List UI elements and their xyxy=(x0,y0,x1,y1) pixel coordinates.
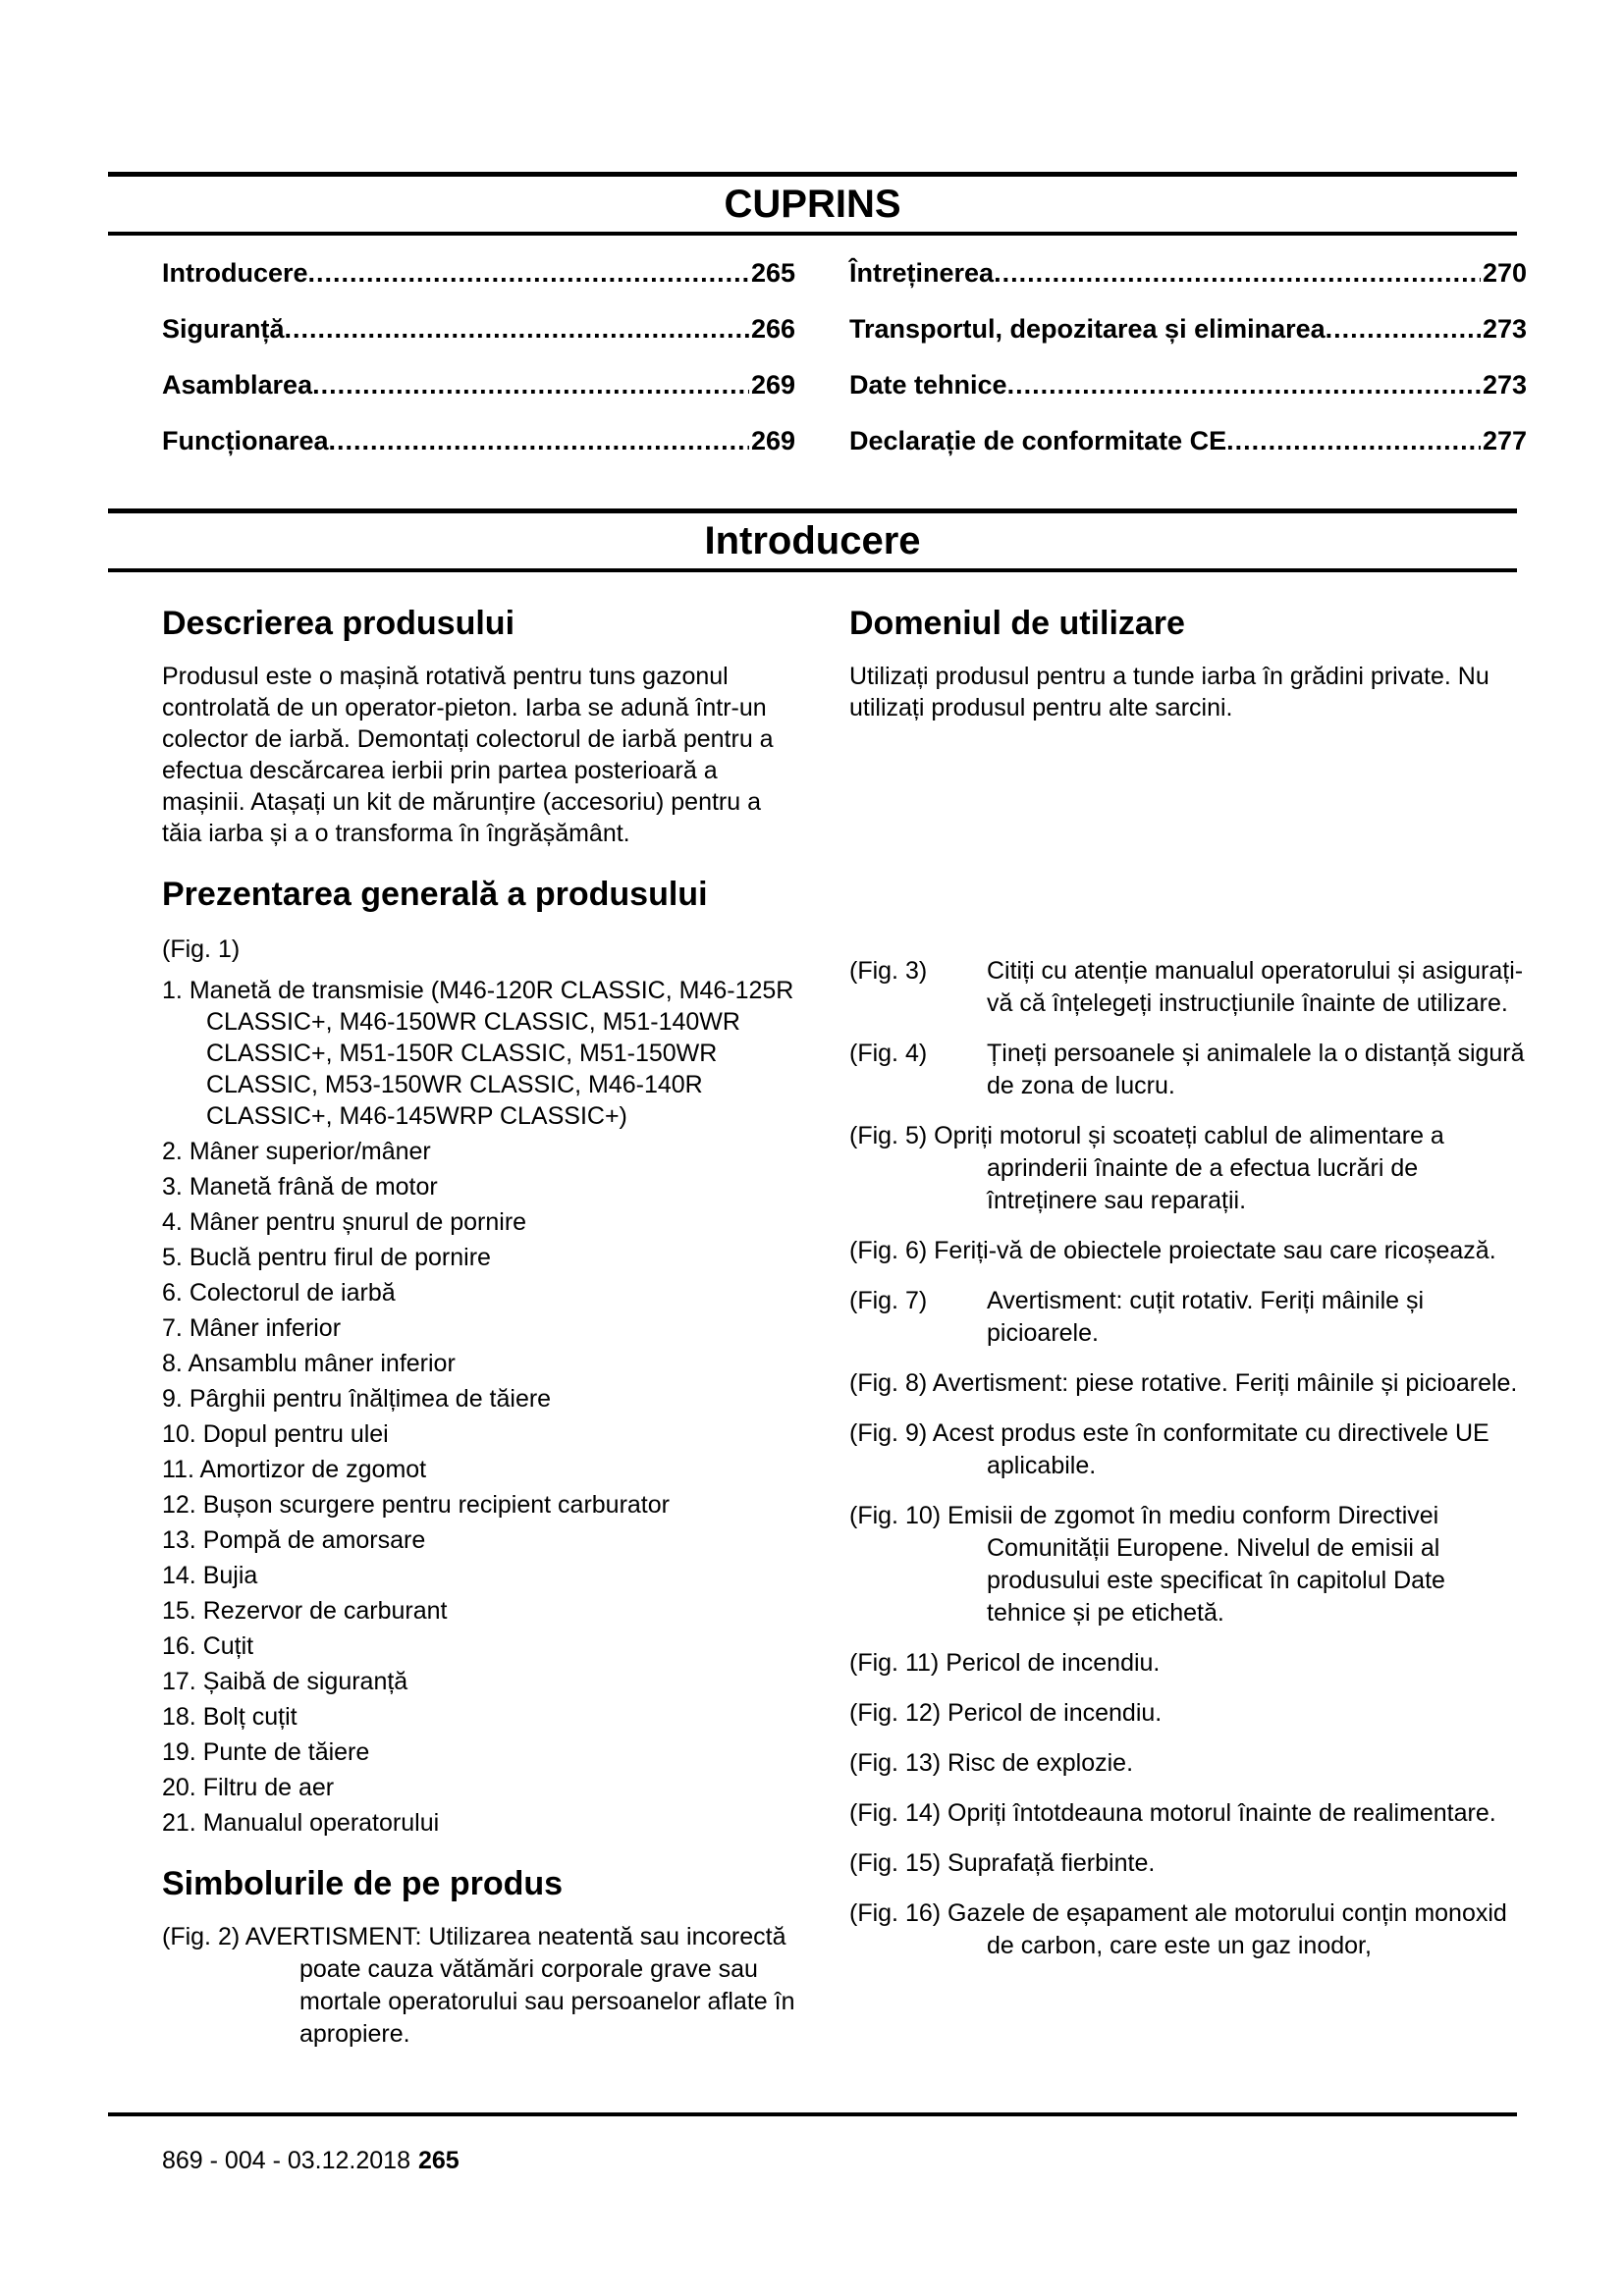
toc-entry-label: Transportul, depozitarea și eliminarea xyxy=(849,314,1326,344)
toc-entry-page: 273 xyxy=(1482,314,1527,344)
fig-description: Avertisment: cuțit rotativ. Feriți mâinile și picioarele. xyxy=(987,1287,1425,1347)
fig-reference-label: (Fig. 8) xyxy=(849,1369,928,1397)
overview-item-number: 21. xyxy=(162,1809,196,1837)
symbol-fig-item xyxy=(849,1897,1527,1962)
overview-item xyxy=(162,1489,795,1521)
overview-item xyxy=(162,1454,795,1485)
toc-entry xyxy=(162,313,795,346)
fig-reference-label: (Fig. 7) xyxy=(849,1287,928,1314)
overview-item-text: Mâner pentru șnurul de pornire xyxy=(189,1208,527,1236)
overview-item-text: Bolț cuțit xyxy=(202,1703,298,1731)
toc-leader-dots xyxy=(308,257,749,290)
fig-reference-label: (Fig. 6) xyxy=(849,1237,928,1264)
fig-description: Opriți întotdeauna motorul înainte de realimentare. xyxy=(947,1799,1496,1827)
toc-banner xyxy=(108,172,1517,236)
overview-item-number: 4. xyxy=(162,1208,183,1236)
overview-item xyxy=(162,1206,795,1238)
section-banner xyxy=(108,508,1517,572)
overview-item xyxy=(162,975,795,1132)
product-overview-list xyxy=(162,975,795,1839)
footer-rule xyxy=(108,2112,1517,2116)
overview-item-number: 17. xyxy=(162,1668,196,1695)
fig-description: Gazele de eșapament ale motorului conțin monoxid de carbon, care este un gaz inodor, xyxy=(947,1899,1507,1959)
overview-item-number: 10. xyxy=(162,1420,196,1448)
overview-item-text: Manetă frână de motor xyxy=(189,1173,438,1201)
toc-entry xyxy=(849,425,1527,457)
toc-entry-label: Funcționarea xyxy=(162,426,329,455)
symbol-fig-item xyxy=(849,955,1527,1020)
toc-entry xyxy=(162,257,795,290)
overview-item xyxy=(162,1136,795,1167)
overview-item-number: 14. xyxy=(162,1562,196,1589)
left-column xyxy=(162,604,795,2051)
fig-description: Risc de explozie. xyxy=(947,1749,1134,1777)
fig-reference-label: (Fig. 3) xyxy=(849,957,928,985)
fig-description: Avertisment: piese rotative. Feriți mâinile și picioarele. xyxy=(932,1369,1518,1397)
body-columns xyxy=(162,604,1527,2051)
overview-fig-reference: (Fig. 1) xyxy=(162,935,241,963)
fig-reference-label: (Fig. 9) xyxy=(849,1419,928,1447)
page-footer xyxy=(162,2146,460,2175)
overview-item-number: 11. xyxy=(162,1456,194,1483)
usage-heading: Domeniul de utilizare xyxy=(849,605,1185,642)
overview-item-number: 7. xyxy=(162,1314,183,1342)
usage-text: Utilizați produsul pentru a tunde iarba în grădini private. Nu utilizați produsul pentru alte sarcini. xyxy=(849,663,1489,721)
symbol-fig-item xyxy=(849,1797,1527,1830)
overview-item xyxy=(162,1807,795,1839)
toc-entry-label: Asamblarea xyxy=(162,370,313,400)
overview-item-text: Manetă de transmisie (M46-120R CLASSIC, M46-125R CLASSIC+, M46-150WR CLASSIC, M51-140WR CLASSIC+, M51-150R CLASSIC, M51-150WR CLASSIC, M53-150WR CLASSIC, M46-140R CLASSIC+, M46-145WRP CLASSIC+) xyxy=(189,977,794,1130)
toc-entry-page: 270 xyxy=(1482,258,1527,288)
fig-description: AVERTISMENT: Utilizarea neatentă sau incorectă poate cauza vătămări corporale grave sau mortale operatorului sau persoanelor aflate în apropiere. xyxy=(244,1923,795,2048)
toc-entry xyxy=(849,257,1527,290)
toc-leader-dots xyxy=(1007,369,1481,401)
overview-item-number: 18. xyxy=(162,1703,196,1731)
overview-item-number: 13. xyxy=(162,1526,196,1554)
fig-reference-label: (Fig. 5) xyxy=(849,1122,928,1149)
overview-item-text: Bușon scurgere pentru recipient carburator xyxy=(202,1491,670,1519)
fig-description: Opriți motorul și scoateți cablul de alimentare a aprinderii înainte de a efectua lucrări de întreținere sau reparații. xyxy=(934,1122,1444,1214)
toc-leader-dots xyxy=(285,313,749,346)
toc-entry-label: Date tehnice xyxy=(849,370,1007,400)
symbol-fig-item xyxy=(162,1921,795,2051)
toc-leader-dots xyxy=(329,425,749,457)
overview-item-text: Amortizor de zgomot xyxy=(199,1456,427,1483)
overview-item-text: Cuțit xyxy=(202,1632,254,1660)
overview-item-text: Mâner superior/mâner xyxy=(189,1138,431,1165)
overview-item xyxy=(162,1595,795,1627)
overview-item-text: Ansamblu mâner inferior xyxy=(188,1350,456,1377)
overview-item-text: Șaibă de siguranță xyxy=(202,1668,408,1695)
fig-description: Citiți cu atenție manualul operatorului și asigurați-vă că înțelegeți instrucțiunile înainte de utilizare. xyxy=(987,957,1524,1017)
overview-item-text: Filtru de aer xyxy=(202,1774,335,1801)
fig-description: Pericol de incendiu. xyxy=(946,1649,1161,1677)
toc-entry-label: Declarație de conformitate CE xyxy=(849,426,1227,455)
overview-item-text: Colectorul de iarbă xyxy=(189,1279,396,1307)
toc-entry xyxy=(849,313,1527,346)
fig-description: Feriți-vă de obiectele proiectate sau care ricoșează. xyxy=(934,1237,1496,1264)
toc-leader-dots xyxy=(1226,425,1481,457)
symbols-warning-item xyxy=(162,1921,795,2051)
overview-item-text: Bujia xyxy=(202,1562,258,1589)
toc-entry-page: 266 xyxy=(750,314,795,344)
symbol-fig-item xyxy=(849,1367,1527,1400)
overview-item xyxy=(162,1772,795,1803)
toc-entry-label: Întreținerea xyxy=(849,258,995,288)
symbol-fig-item xyxy=(849,1120,1527,1217)
overview-item-number: 2. xyxy=(162,1138,183,1165)
fig-description: Acest produs este în conformitate cu directivele UE aplicabile. xyxy=(932,1419,1489,1479)
overview-item xyxy=(162,1630,795,1662)
overview-item xyxy=(162,1560,795,1591)
fig-description: Suprafață fierbinte. xyxy=(947,1849,1156,1877)
fig-reference-label: (Fig. 14) xyxy=(849,1799,942,1827)
fig-reference-label: (Fig. 2) xyxy=(162,1923,241,1950)
overview-item-text: Dopul pentru ulei xyxy=(202,1420,389,1448)
overview-item xyxy=(162,1701,795,1733)
overview-item-text: Rezervor de carburant xyxy=(202,1597,448,1625)
toc-entry-page: 269 xyxy=(750,370,795,400)
overview-item-number: 15. xyxy=(162,1597,196,1625)
toc-entry-page: 277 xyxy=(1482,426,1527,455)
overview-item xyxy=(162,1242,795,1273)
fig-reference-label: (Fig. 15) xyxy=(849,1849,942,1877)
overview-item xyxy=(162,1348,795,1379)
overview-item xyxy=(162,1418,795,1450)
symbol-fig-item xyxy=(849,1847,1527,1880)
overview-item xyxy=(162,1524,795,1556)
toc-leader-dots xyxy=(994,257,1481,290)
overview-item-number: 3. xyxy=(162,1173,183,1201)
toc-entry-page: 269 xyxy=(750,426,795,455)
toc-entry xyxy=(162,369,795,401)
toc-entry-page: 273 xyxy=(1482,370,1527,400)
overview-item-number: 19. xyxy=(162,1738,196,1766)
fig-reference-label: (Fig. 4) xyxy=(849,1040,928,1067)
toc-column-right xyxy=(849,257,1527,481)
symbol-fig-item xyxy=(849,1747,1527,1780)
toc-title: CUPRINS xyxy=(724,183,901,226)
symbol-fig-item xyxy=(849,1285,1527,1350)
right-column xyxy=(849,604,1527,1980)
overview-item xyxy=(162,1383,795,1415)
overview-item xyxy=(162,1666,795,1697)
overview-item-text: Mâner inferior xyxy=(189,1314,342,1342)
fig-reference-label: (Fig. 12) xyxy=(849,1699,942,1727)
fig-description: Pericol de incendiu. xyxy=(947,1699,1163,1727)
overview-item-number: 6. xyxy=(162,1279,183,1307)
overview-item xyxy=(162,1736,795,1768)
overview-item xyxy=(162,1277,795,1308)
document-code: 869 - 004 - 03.12.2018 xyxy=(162,2147,410,2174)
overview-item-text: Punte de tăiere xyxy=(202,1738,370,1766)
symbol-fig-item xyxy=(849,1647,1527,1680)
overview-item xyxy=(162,1171,795,1202)
overview-item xyxy=(162,1312,795,1344)
overview-item-number: 1. xyxy=(162,977,183,1004)
fig-reference-label: (Fig. 16) xyxy=(849,1899,942,1927)
overview-item-number: 5. xyxy=(162,1244,183,1271)
symbol-fig-item xyxy=(849,1697,1527,1730)
toc-column-left xyxy=(162,257,795,481)
section-title: Introducere xyxy=(704,519,921,562)
fig-reference-label: (Fig. 10) xyxy=(849,1502,942,1529)
overview-item-number: 12. xyxy=(162,1491,196,1519)
toc-entry-label: Introducere xyxy=(162,258,308,288)
toc-entry-label: Siguranță xyxy=(162,314,285,344)
symbol-fig-item xyxy=(849,1500,1527,1629)
product-description-text: Produsul este o mașină rotativă pentru tuns gazonul controlată de un operator-pieton. Iarba se adună într-un colector de iarbă. Demontați colectorul de iarbă pentru a efectua descărcarea ierbii prin partea posterioară a mașinii. Atașați un kit de mărunțire (accesoriu) pentru a tăia iarba și a o transforma în îngrășământ. xyxy=(162,663,774,847)
overview-item-text: Manualul operatorului xyxy=(202,1809,440,1837)
overview-item-number: 8. xyxy=(162,1350,183,1377)
symbol-fig-list xyxy=(849,955,1527,1962)
fig-description: Țineți persoanele și animalele la o distanță sigură de zona de lucru. xyxy=(987,1040,1525,1099)
symbol-fig-item xyxy=(849,1038,1527,1102)
overview-item-number: 20. xyxy=(162,1774,196,1801)
table-of-contents xyxy=(162,257,1527,481)
overview-item-text: Buclă pentru firul de pornire xyxy=(189,1244,491,1271)
overview-item-text: Pârghii pentru înălțimea de tăiere xyxy=(189,1385,552,1413)
toc-entry xyxy=(849,369,1527,401)
toc-entry-page: 265 xyxy=(750,258,795,288)
fig-reference-label: (Fig. 13) xyxy=(849,1749,942,1777)
symbol-fig-item xyxy=(849,1417,1527,1482)
overview-item-number: 16. xyxy=(162,1632,196,1660)
fig-reference-label: (Fig. 11) xyxy=(849,1649,940,1677)
overview-item-text: Pompă de amorsare xyxy=(202,1526,426,1554)
overview-item-number: 9. xyxy=(162,1385,183,1413)
product-description-heading: Descrierea produsului xyxy=(162,605,515,642)
page-number: 265 xyxy=(417,2147,460,2174)
fig-description: Emisii de zgomot în mediu conform Directivei Comunității Europene. Nivelul de emisii al produsului este specificat în capitolul Date tehnice și pe etichetă. xyxy=(947,1502,1445,1627)
symbol-fig-item xyxy=(849,1235,1527,1267)
symbols-heading: Simbolurile de pe produs xyxy=(162,1865,564,1902)
toc-entry xyxy=(162,425,795,457)
product-overview-heading: Prezentarea generală a produsului xyxy=(162,876,708,913)
toc-leader-dots xyxy=(312,369,749,401)
toc-leader-dots xyxy=(1326,313,1481,346)
